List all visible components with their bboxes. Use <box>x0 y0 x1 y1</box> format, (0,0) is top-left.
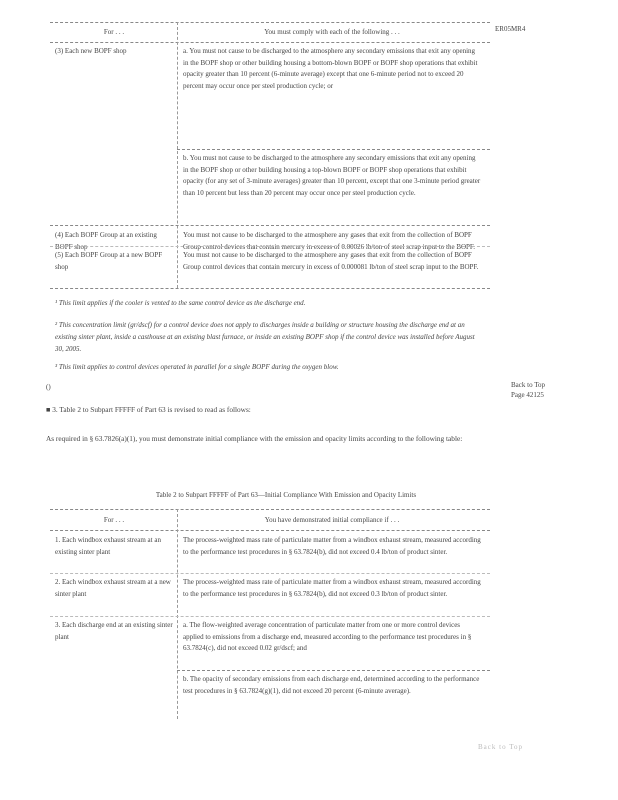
table1-row3-req-a: a. You must not cause to be discharged to the atmosphere any secondary emissions that exit any opening in the BOPF shop or other building housing a bottom-blown BOPF or BOPF shop operations that exhibit opacity greater than 10 percent (6-minute average) except that one 6-minute period not to exceed 20 percent may occur once per steel production cycle; or <box>183 47 478 90</box>
footnote-3: ³ This limit applies to control devices operated in parallel for a single BOPF during the oxygen blow. <box>55 363 339 371</box>
table1-row3-req-b: b. You must not cause to be discharged to the atmosphere any secondary emissions that exit any opening in the BOPF shop or other building housing a top-blown BOPF or BOPF shop operations that exhibit opacity (for any set of 3-minute averages) greater than 10 percent, except that one 3-minute period greater than 10 percent but less than 20 percent may occur once per steel production cycle. <box>183 154 481 197</box>
table2-row3-split <box>177 670 490 671</box>
table2-divider <box>177 509 178 719</box>
table1-row-rule <box>50 225 490 226</box>
table2-row1-for: 1. Each windbox exhaust stream at an existing sinter plant <box>55 536 161 556</box>
table2-row1-demo: The process-weighted mass rate of particulate matter from a windbox exhaust stream, measured according to the performance test procedures in § 63.7824(b), did not exceed 0.4 lb/ton of product sinter. <box>183 536 481 556</box>
table2-row-rule <box>50 616 490 617</box>
table2-row-rule <box>50 573 490 574</box>
document-id: ER05MR4 <box>495 25 526 33</box>
table1-row4-for: (4) Each BOPF Group at an existing BOPF shop <box>55 231 157 251</box>
table1-col-for: For . . . <box>103 28 125 36</box>
footnote-2: ² This concentration limit (gr/dscf) for a control device does not apply to discharges inside a building or structure housing the discharge end at an existing sinter plant, inside a casthouse at an existing blast furnace, or inside an existing BOPF shop if the control device was installed before August 30, 2005. <box>55 321 475 353</box>
back-to-top-watermark[interactable]: Back to Top <box>478 743 523 751</box>
table1-row4-req: You must not cause to be discharged to the atmosphere any gases that exit from the collection of BOPF Group control devices that contain mercury in excess of 0.00026 lb/ton of steel scrap input to the BOPF. <box>183 231 476 251</box>
table2-row2-for: 2. Each windbox exhaust stream at a new sinter plant <box>55 578 171 598</box>
table1-row5-for: (5) Each BOPF Group at a new BOPF shop <box>55 251 163 271</box>
page-marker[interactable] <box>511 380 577 400</box>
table1-row5-req: You must not cause to be discharged to the atmosphere any gases that exit from the collection of BOPF Group control devices that contain mercury in excess of 0.000081 lb/ton of steel scrap input to the BOPF. <box>183 251 479 271</box>
footnote-1: ¹ This limit applies if the cooler is vented to the same control device as the discharge end. <box>55 299 306 307</box>
table1-row3-for: (3) Each new BOPF shop <box>55 47 127 55</box>
back-to-top-link[interactable]: Back to Top <box>511 381 545 389</box>
page-mark: () <box>46 383 51 391</box>
table2-col-for: For . . . <box>103 516 125 524</box>
intro-paragraph: As required in § 63.7826(a)(1), you must demonstrate initial compliance with the emission and opacity limits according to the following table: <box>46 434 463 443</box>
table2-row2-demo: The process-weighted mass rate of particulate matter from a windbox exhaust stream, measured according to the performance test procedures in § 63.7824(b), did not exceed 0.3 lb/ton of product sinter. <box>183 578 481 598</box>
table2-col-demo: You have demonstrated initial compliance if . . . <box>264 516 400 524</box>
table2-header-rule <box>50 530 490 531</box>
page-number: Page 42125 <box>511 391 544 399</box>
table1-row-rule <box>50 246 490 247</box>
table2-row3-demo-b: b. The opacity of secondary emissions from each discharge end, determined according to the performance test procedures in § 63.7824(g)(1), did not exceed 20 percent (6-minute average). <box>183 675 480 695</box>
table2-row3-for: 3. Each discharge end at an existing sinter plant <box>55 621 173 641</box>
table1-top-rule <box>50 22 490 23</box>
table2-caption: Table 2 to Subpart FFFFF of Part 63—Initial Compliance With Emission and Opacity Limits <box>155 491 417 499</box>
table2-top-rule <box>50 509 490 510</box>
table1-header-rule <box>50 42 490 43</box>
table1-col-comply: You must comply with each of the following . . . <box>264 28 400 36</box>
amendment-heading: ■ 3. Table 2 to Subpart FFFFF of Part 63 is revised to read as follows: <box>46 405 251 414</box>
table2-row3-demo-a: a. The flow-weighted average concentration of particulate matter from one or more control devices applied to emissions from a discharge end, measured according to the performance test procedures in § 63.7824(c), did not exceed 0.02 gr/dscf; and <box>183 621 472 652</box>
table1-row3-split <box>177 149 490 150</box>
table1-divider <box>177 22 178 288</box>
table1-bottom-rule <box>50 288 490 289</box>
